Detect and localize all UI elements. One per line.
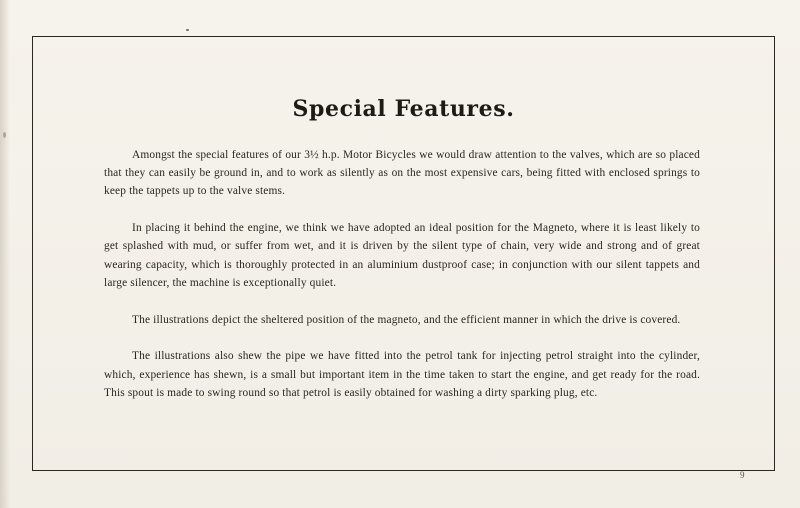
page-title: Special Features.	[292, 96, 515, 122]
paragraph-magneto: In placing it behind the engine, we think we have adopted an ideal position for the Magneto, where it is least likely to get splashed with mud, or suffer from wet, and it is driven by the silent type of chain, very wide and strong and of great wearing capacity, which is thoroughly protected in an aluminium dustproof case; in conjunction with our silent tappets and large silencer, the machine is exceptionally quiet.	[104, 222, 700, 289]
paragraph-illustrations: The illustrations depict the sheltered position of the magneto, and the efficient manner in which the drive is covered.	[132, 313, 681, 326]
paragraph-valves: Amongst the special features of our 3½ h.p. Motor Bicycles we would draw attention to the valves, which are so placed that they can easily be ground in, and to work as silently as on the most expensive cars, being fitted with enclosed springs to keep the tappets up to the valve stems.	[104, 149, 700, 198]
body-text	[104, 146, 700, 421]
binding-edge-shadow	[0, 0, 10, 508]
paragraph-petrol-pipe: The illustrations also shew the pipe we have fitted into the petrol tank for injecting petrol straight into the cylinder, which, experience has shewn, is a small but important item in the time taken to start the engine, and get ready for the road. This spout is made to swing round so that petrol is easily obtained for washing a dirty sparking plug, etc.	[104, 350, 700, 399]
paper-speck	[3, 132, 6, 138]
page-number: 9	[740, 470, 745, 480]
paper-speck	[186, 29, 189, 31]
